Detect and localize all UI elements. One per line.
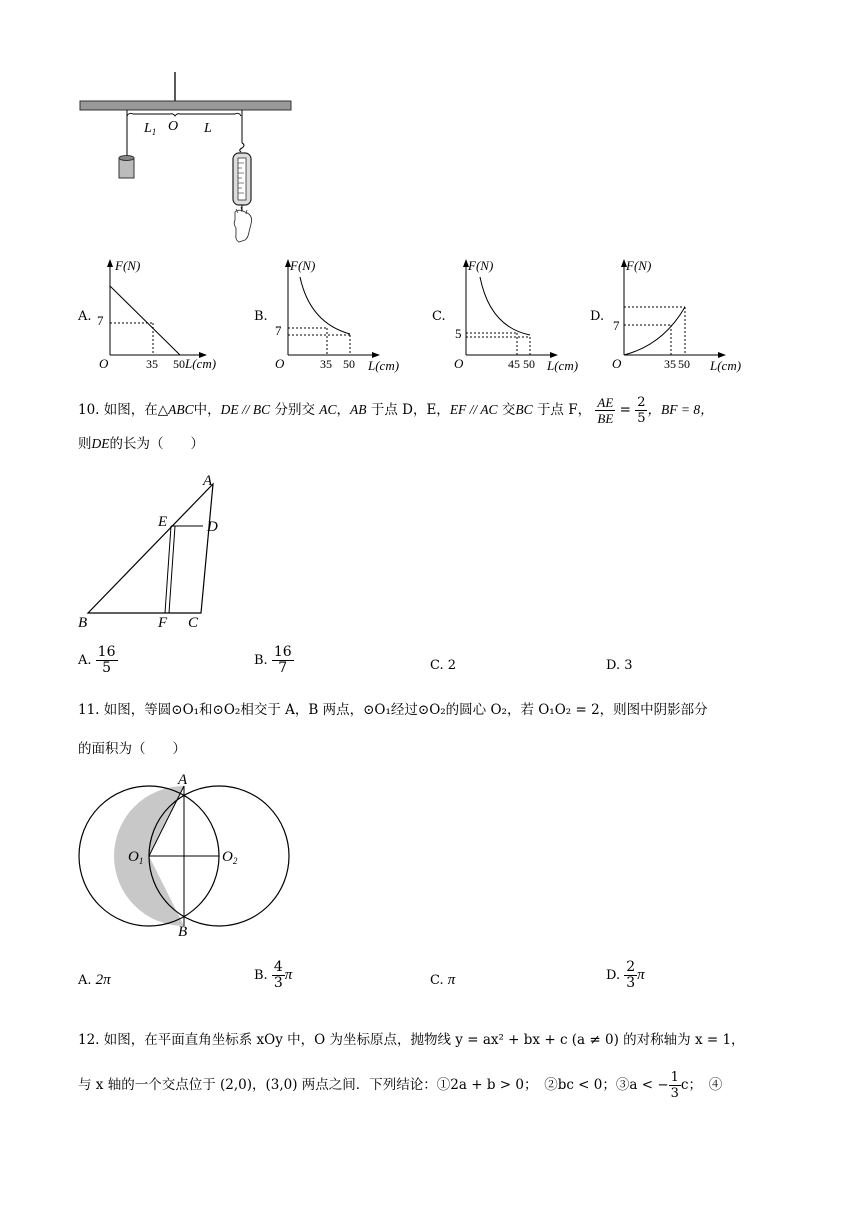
svg-text:F: F	[158, 615, 168, 631]
svg-text:L(cm): L(cm)	[185, 356, 217, 370]
svg-text:L(cm): L(cm)	[368, 358, 400, 373]
svg-text:L(cm): L(cm)	[710, 358, 742, 373]
q11-line2: 的面积为（ ）	[78, 741, 186, 757]
svg-text:7: 7	[97, 313, 104, 328]
q9-option-b-label[interactable]: B.	[254, 309, 268, 324]
svg-text:A: A	[203, 473, 213, 489]
svg-text:50: 50	[678, 357, 690, 371]
q10-option-c[interactable]: C. 2	[430, 658, 457, 673]
svg-text:O: O	[99, 356, 109, 370]
svg-text:F(N): F(N)	[115, 258, 141, 273]
q10-option-d[interactable]: D. 3	[606, 658, 633, 673]
q9-graph-a	[95, 255, 255, 370]
svg-text:O2: $O_2$	[222, 849, 238, 866]
label-L: L	[204, 121, 212, 136]
svg-text:O1: $O_1$	[128, 849, 144, 866]
q12-line1: 12. 如图，在平面直角坐标系 xOy 中，O 为坐标原点，抛物线 y = ax² + bx + c (a ≠ 0) 的对称轴为 x = 1，	[78, 1032, 745, 1048]
svg-text:D: D	[207, 519, 218, 535]
q11-line1: 11. 如图，等圆⊙O₁和⊙O₂相交于 A，B 两点，⊙O₁经过⊙O₂的圆心 O₂，若 O₁O₂ = 2，则图中阴影部分	[78, 702, 708, 718]
svg-text:A: A	[178, 772, 188, 788]
q10-line2: 则DE的长为（ ）	[78, 436, 204, 452]
q9-option-a-label[interactable]: A.	[78, 309, 92, 324]
q10-line1: 10. 如图，在△ABC中，DE // BC 分别交 AC，AB 于点 D，E，EF // AC 交BC 于点 F， $\frac{AE}{BE}$ = $\frac{2}{5}$ ，BF = 8，	[78, 395, 714, 426]
svg-text:F(N): F(N)	[468, 258, 494, 273]
svg-text:F(N): F(N)	[626, 258, 652, 273]
svg-text:45: 45	[508, 357, 520, 371]
q10-figure	[70, 465, 240, 635]
svg-text:B: B	[78, 615, 88, 631]
svg-text:7: 7	[613, 318, 620, 333]
q11-option-d[interactable]: D. $\frac{2}{3}$ π	[606, 959, 645, 991]
svg-text:35: 35	[320, 357, 332, 371]
q10-option-b[interactable]: B. $\frac{16}{7}$	[254, 644, 292, 676]
lever-figure	[0, 0, 860, 250]
q11-option-a[interactable]: A. 2π	[78, 972, 111, 988]
q10-option-a[interactable]: A. $\frac{16}{5}$	[78, 644, 116, 676]
svg-text:7: 7	[275, 323, 282, 338]
svg-text:50: 50	[173, 357, 185, 370]
svg-text:35: 35	[146, 357, 158, 370]
svg-text:C: C	[188, 615, 199, 631]
q9-graph-b	[272, 255, 402, 373]
svg-text:35: 35	[664, 357, 676, 371]
svg-text:B: B	[178, 924, 188, 940]
q9-graph-c	[450, 255, 582, 373]
svg-text:O: O	[275, 356, 285, 371]
svg-text:O: O	[454, 356, 464, 371]
svg-text:5: 5	[455, 326, 462, 341]
q11-option-c[interactable]: C. π	[430, 972, 456, 988]
q9-option-c-label[interactable]: C.	[432, 309, 446, 324]
label-O: O	[168, 119, 179, 134]
q11-figure	[72, 772, 312, 942]
svg-text:50: 50	[523, 357, 535, 371]
q11-option-b[interactable]: B. $\frac{4}{3}$ π	[254, 959, 293, 991]
svg-text:F(N): F(N)	[290, 258, 316, 273]
label-L1: $L_1$	[144, 121, 157, 137]
q12-line2: 与 x 轴的一个交点位于 (2,0)，(3,0) 两点之间．下列结论：①2a + b > 0； ②bc < 0；③a < − $\frac{1}{3}$ c； ④	[78, 1070, 723, 1101]
svg-text:E: E	[158, 514, 168, 530]
q9-option-d-label[interactable]: D.	[590, 309, 605, 324]
q9-graph-d	[608, 255, 756, 373]
svg-text:50: 50	[343, 357, 355, 371]
q10-fraction: $\frac{AE}{BE}$	[597, 395, 614, 426]
svg-text:O: O	[612, 356, 622, 371]
svg-text:L(cm): L(cm)	[547, 358, 579, 373]
